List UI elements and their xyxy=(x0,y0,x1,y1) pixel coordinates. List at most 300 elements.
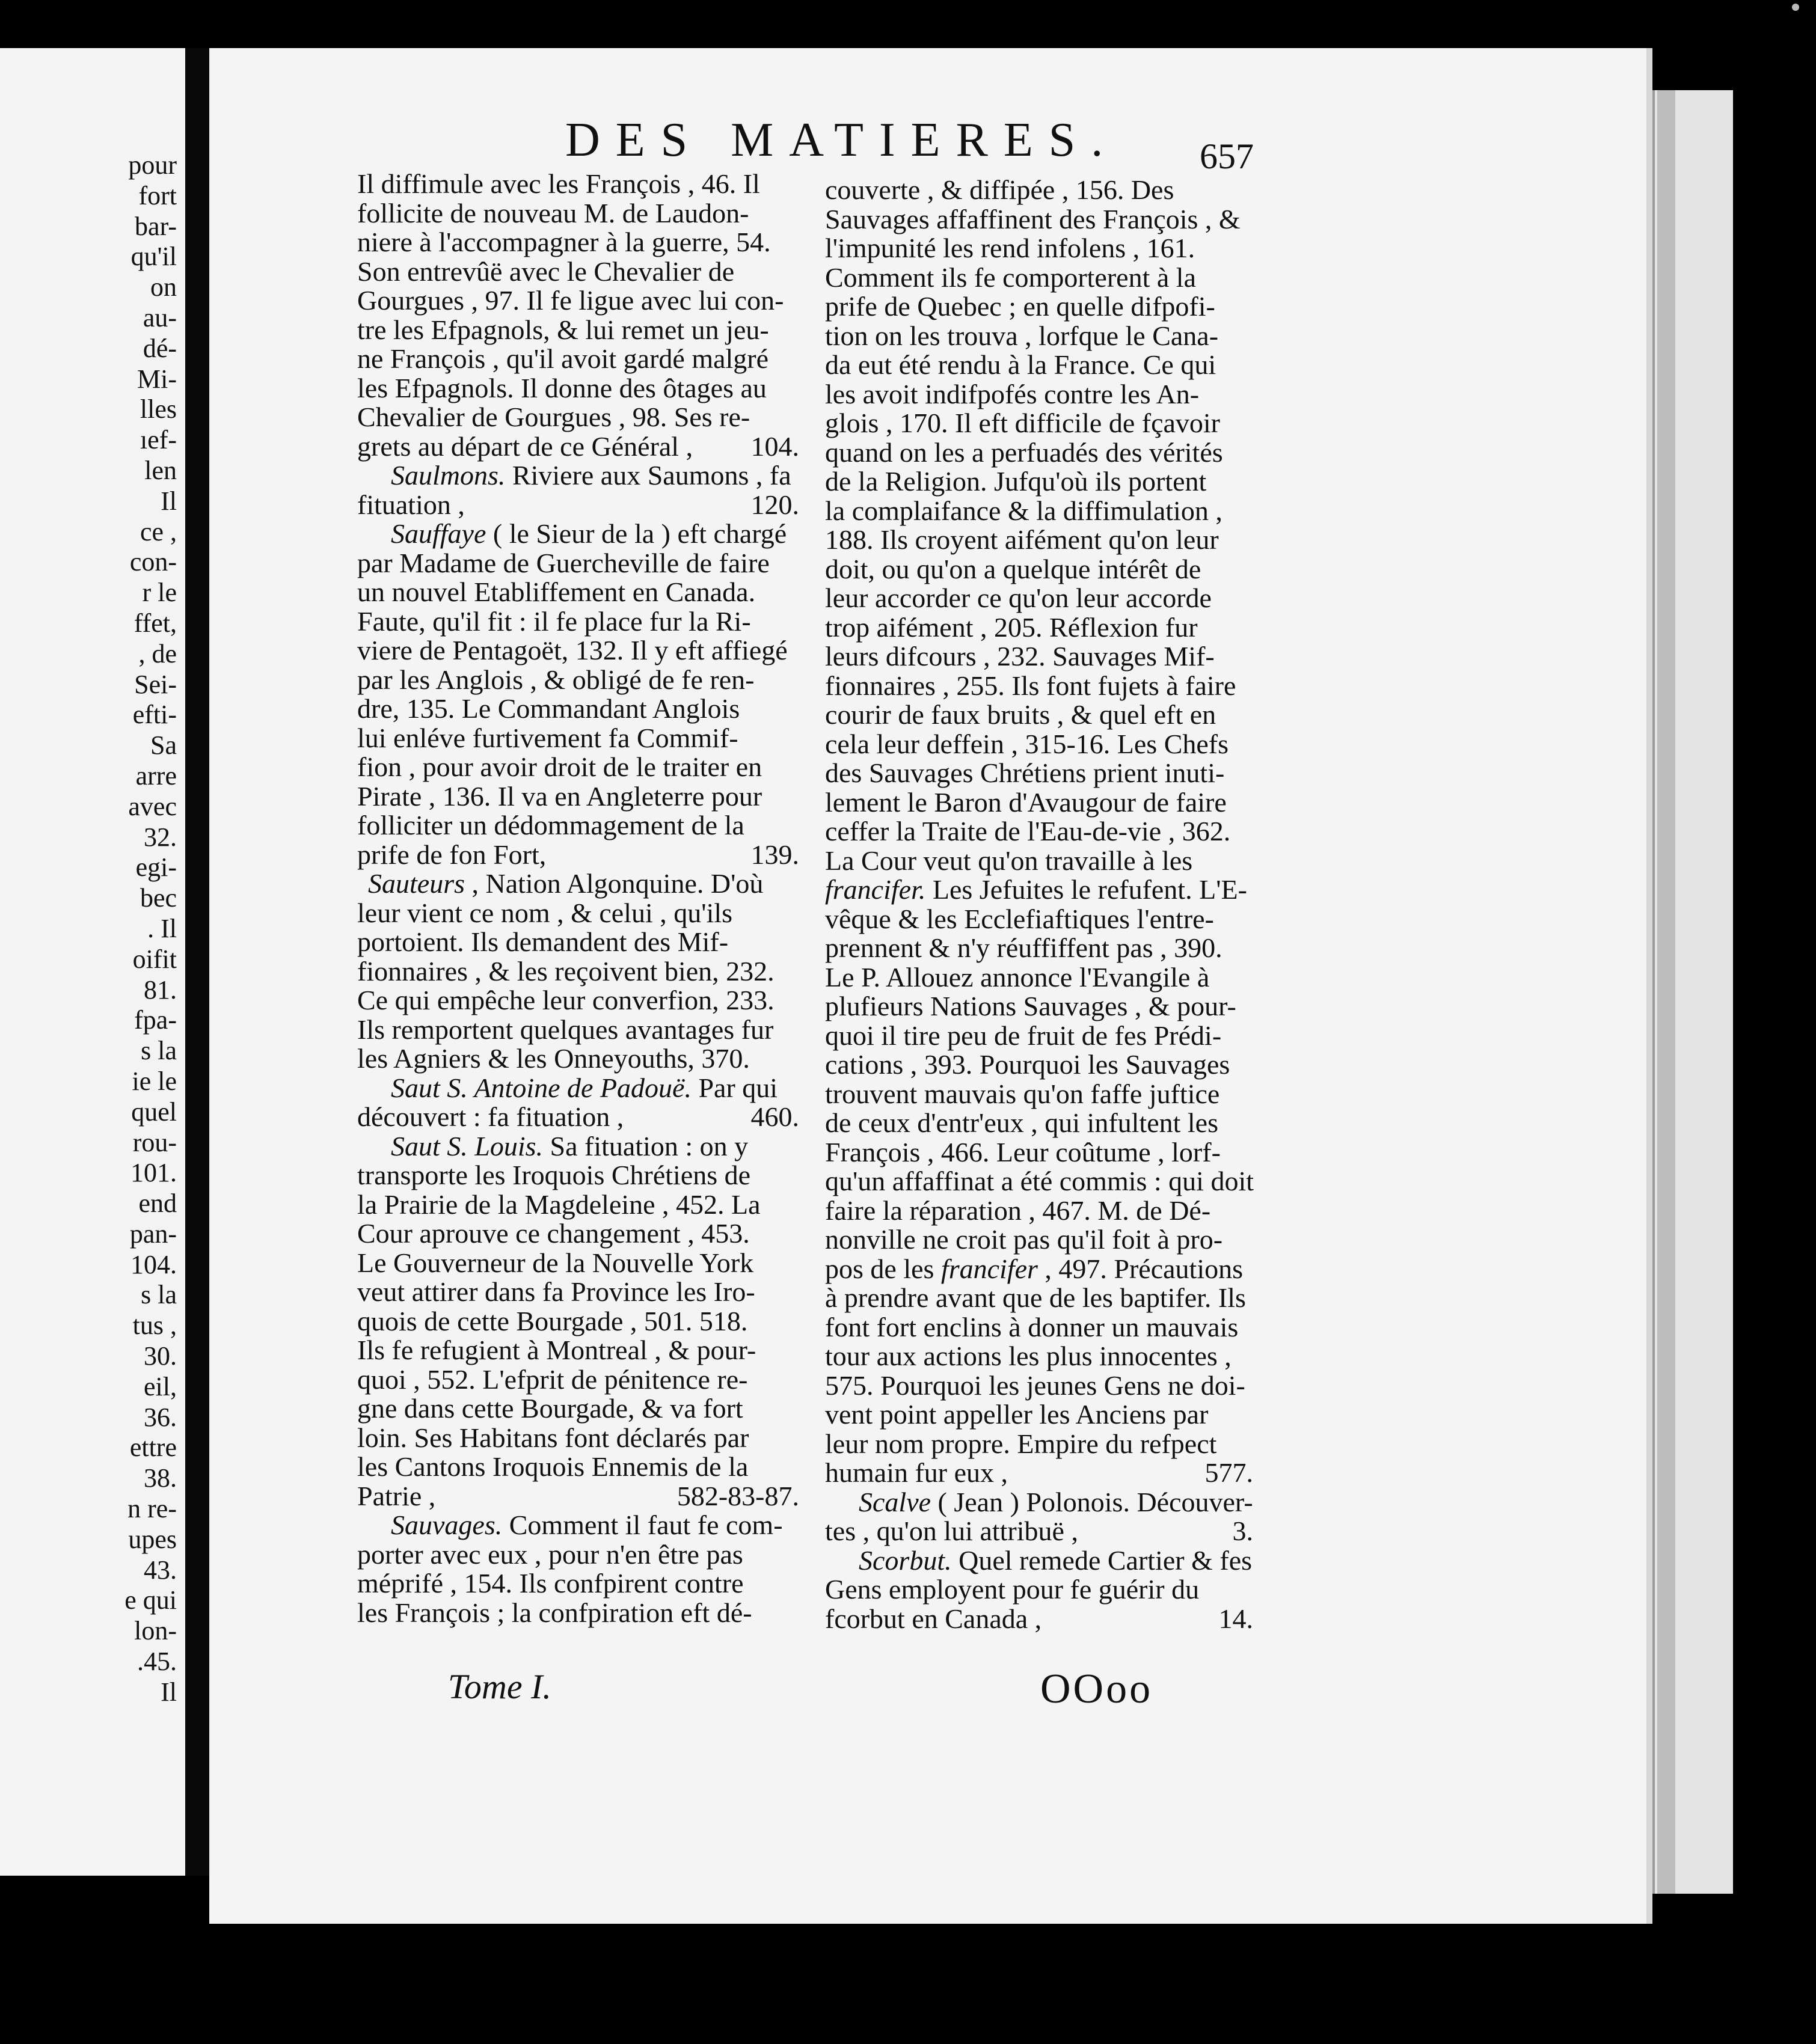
line-body: folliciter un dédommagement de la xyxy=(357,810,744,840)
left-page-line: 101. xyxy=(130,1158,177,1188)
line-text xyxy=(357,664,754,695)
index-entry-head-line xyxy=(357,519,799,549)
line-text xyxy=(357,548,770,578)
index-line xyxy=(357,928,799,957)
index-line xyxy=(825,584,1253,613)
line-body: courir de faux bruits , & quel eft en xyxy=(825,699,1216,730)
line-body: quois de cette Bourgade , 501. 518. xyxy=(357,1305,748,1336)
line-body: les avoit indifpofés contre les An- xyxy=(825,378,1200,409)
left-page-line: . Il xyxy=(147,913,177,943)
line-body: de la Religion. Jufqu'où ils portent xyxy=(825,466,1207,497)
left-page-line: Mi- xyxy=(137,364,177,394)
line-body: dre, 135. Le Commandant Anglois xyxy=(357,693,740,724)
index-line xyxy=(357,1249,799,1278)
line-text xyxy=(825,320,1218,351)
line-text xyxy=(357,1539,743,1570)
line-body: découvert : fa fituation , xyxy=(357,1101,624,1132)
index-line xyxy=(825,350,1253,380)
line-body: Le Gouverneur de la Nouvelle York xyxy=(357,1247,754,1278)
index-column-right xyxy=(825,176,1253,1633)
scan-speck xyxy=(1792,4,1799,11)
left-page-line: 36. xyxy=(144,1402,177,1432)
index-line xyxy=(825,730,1253,759)
left-page-line: upes xyxy=(128,1524,177,1554)
left-page-line: pour xyxy=(128,150,177,180)
line-body: trop aifément , 205. Réflexion fur xyxy=(825,611,1198,643)
index-line xyxy=(357,666,799,695)
left-page-line: au- xyxy=(143,302,177,332)
left-page-line: egi- xyxy=(135,852,177,883)
index-headword: Scorbut. xyxy=(859,1544,952,1576)
gutter xyxy=(185,48,209,1876)
line-body: des Sauvages Chrétiens prient inuti- xyxy=(825,757,1225,788)
left-page-line: ce , xyxy=(140,516,177,546)
line-text xyxy=(825,1605,1041,1634)
index-line xyxy=(825,409,1253,438)
line-text xyxy=(357,956,775,987)
left-page-line: lles xyxy=(140,394,177,424)
line-body: ne François , qu'il avoit gardé malgré xyxy=(357,343,769,374)
line-body: Gourgues , 97. Il fe ligue avec lui con- xyxy=(357,285,784,316)
line-text xyxy=(357,1393,743,1424)
line-text xyxy=(825,787,1227,818)
index-line xyxy=(825,875,1253,905)
line-body: cela leur deffein , 315-16. Les Chefs xyxy=(825,728,1229,759)
index-line xyxy=(357,957,799,987)
line-body: humain fur eux , xyxy=(825,1457,1008,1488)
index-line xyxy=(357,432,799,462)
line-body: Gens employent pour fe guérir du xyxy=(825,1574,1200,1605)
left-page-line: Sa xyxy=(150,730,177,760)
index-line xyxy=(357,1278,799,1307)
index-line xyxy=(357,1424,799,1453)
index-line xyxy=(825,1605,1253,1634)
line-text xyxy=(825,1020,1221,1051)
index-line xyxy=(825,322,1253,351)
line-text xyxy=(357,723,738,753)
line-text xyxy=(825,554,1201,584)
line-text xyxy=(825,524,1219,555)
line-body: Cour aprouve ce changement , 453. xyxy=(357,1218,750,1249)
left-page-line: qu'il xyxy=(130,242,177,272)
index-line xyxy=(825,759,1253,788)
line-body: Ils remportent quelques avantages fur xyxy=(357,1014,774,1045)
line-text xyxy=(825,962,1209,993)
index-line xyxy=(825,1430,1253,1459)
line-text xyxy=(391,1131,748,1161)
left-page-line: con- xyxy=(129,547,177,577)
line-text xyxy=(357,1364,747,1395)
line-text xyxy=(825,816,1230,846)
line-text xyxy=(357,1335,756,1365)
line-text xyxy=(357,198,749,228)
left-page-line: quel xyxy=(131,1097,177,1127)
line-text xyxy=(357,1160,750,1190)
line-body: tion on les trouva , lorfque le Cana- xyxy=(825,320,1219,351)
left-page-line: on xyxy=(150,272,177,302)
index-line xyxy=(825,525,1253,555)
line-body: doit, ou qu'on a quelque intérêt de xyxy=(825,553,1201,584)
index-entry-head-line xyxy=(357,1074,799,1103)
line-body: faire la réparation , 467. M. de Dé- xyxy=(825,1195,1211,1226)
volume-label: Tome I. xyxy=(448,1667,551,1706)
line-body: da eut été rendu à la France. Ce qui xyxy=(825,349,1216,380)
line-body: Quel remede Cartier & fes xyxy=(951,1544,1253,1576)
line-body: méprifé , 154. Ils confpirent contre xyxy=(357,1568,744,1599)
left-page-line: ie le xyxy=(132,1066,177,1096)
line-text xyxy=(825,1137,1221,1167)
line-body: lement le Baron d'Avaugour de faire xyxy=(825,786,1227,818)
line-text xyxy=(825,1370,1245,1401)
line-text xyxy=(357,1189,761,1220)
left-page-line: Sei- xyxy=(134,669,177,699)
line-body: prife de fon Fort, xyxy=(357,839,547,870)
line-body: fituation , xyxy=(357,489,465,520)
line-body: Par qui xyxy=(691,1072,778,1103)
line-text xyxy=(357,1451,748,1482)
left-page-fragment xyxy=(0,48,189,1876)
index-line xyxy=(825,176,1253,205)
index-headword: Saut S. Louis. xyxy=(391,1130,544,1161)
index-line xyxy=(357,811,799,840)
left-page-line: 38. xyxy=(144,1463,177,1493)
line-body: Sa fituation : on y xyxy=(543,1130,749,1161)
left-page-line: 81. xyxy=(144,975,177,1005)
line-body: vent point appeller les Anciens par xyxy=(825,1399,1209,1430)
index-line xyxy=(825,1371,1253,1401)
line-text xyxy=(357,751,762,782)
line-text xyxy=(357,840,546,870)
left-page-line: lon- xyxy=(134,1616,177,1646)
index-line xyxy=(357,549,799,578)
line-text xyxy=(357,256,734,287)
left-page-line: n re- xyxy=(127,1494,177,1524)
left-page-line: 43. xyxy=(144,1555,177,1585)
index-line xyxy=(825,1196,1253,1226)
line-body: Ce qui empêche leur converfion, 233. xyxy=(357,985,775,1015)
left-page-line: end xyxy=(138,1189,177,1219)
index-line xyxy=(357,899,799,928)
line-body: quand on les a perfuadés des vérités xyxy=(825,436,1223,468)
line-body: 188. Ils croyent aifément qu'on leur xyxy=(825,524,1219,555)
index-entry-head-line xyxy=(825,1546,1253,1576)
index-line xyxy=(357,1394,799,1424)
line-text xyxy=(357,432,693,462)
signature-mark: OOoo xyxy=(1040,1666,1153,1712)
line-body: fion , pour avoir droit de le traiter en xyxy=(357,751,762,782)
line-body: un nouvel Etabliffement en Canada. xyxy=(357,577,756,607)
line-text xyxy=(825,641,1215,672)
left-page-line: ıef- xyxy=(140,425,177,455)
line-text xyxy=(357,1276,755,1307)
index-line xyxy=(357,607,799,637)
line-text xyxy=(825,583,1212,613)
index-line xyxy=(825,1400,1253,1430)
line-text xyxy=(825,874,1247,905)
line-text xyxy=(859,1487,1253,1517)
line-body: plufieurs Nations Sauvages , & pour- xyxy=(825,991,1236,1021)
index-line xyxy=(357,724,799,753)
line-text xyxy=(391,460,791,491)
line-body: grets au départ de ce Général , xyxy=(357,430,693,462)
index-line xyxy=(825,992,1253,1021)
line-text xyxy=(357,606,751,637)
index-line xyxy=(825,1080,1253,1109)
line-text xyxy=(825,349,1216,380)
line-text xyxy=(357,1597,752,1628)
page-reference: 577. xyxy=(1204,1457,1253,1488)
line-text xyxy=(825,932,1222,963)
page-reference: 104. xyxy=(750,430,799,462)
line-body: viere de Pentagoët, 132. Il y eft affiegé xyxy=(357,635,788,666)
line-text xyxy=(859,1545,1252,1576)
index-line xyxy=(825,1575,1253,1605)
left-page-line: len xyxy=(144,455,177,485)
index-line xyxy=(825,497,1253,526)
line-body: par Madame de Guercheville de faire xyxy=(357,547,770,578)
page-reference: 120. xyxy=(750,489,799,520)
index-line xyxy=(357,374,799,403)
line-body: fcorbut en Canada , xyxy=(825,1603,1042,1634)
line-body: les François ; la confpiration eft dé- xyxy=(357,1597,752,1628)
index-line xyxy=(357,1336,799,1365)
line-body: portoient. Ils demandent des Mif- xyxy=(357,926,729,957)
left-page-line: s la xyxy=(141,1036,177,1066)
index-entry-head-line xyxy=(357,461,799,491)
line-text xyxy=(825,1517,1078,1546)
line-body: leur nom propre. Empire du refpect xyxy=(825,1428,1217,1459)
line-text xyxy=(825,1282,1246,1313)
line-body: les Efpagnols. Il donne des ôtages au xyxy=(357,372,767,403)
left-page-line: dé- xyxy=(143,333,177,363)
index-line xyxy=(357,840,799,870)
italic-word: francifer xyxy=(940,1253,1038,1284)
line-text xyxy=(357,1422,749,1453)
line-text xyxy=(825,262,1196,293)
line-body: loin. Ses Habitans font déclarés par xyxy=(357,1422,749,1453)
line-body: quoi , 552. L'efprit de pénitence re- xyxy=(357,1363,748,1395)
line-text xyxy=(825,233,1195,263)
line-text xyxy=(357,1103,624,1132)
line-text xyxy=(357,491,465,520)
index-line xyxy=(357,286,799,316)
line-text xyxy=(357,926,728,957)
index-headword: Sauteurs xyxy=(368,868,465,899)
page-edge-shadow xyxy=(1657,90,1675,1894)
line-body: Pirate , 136. Il va en Angleterre pour xyxy=(357,780,762,812)
left-page-line: Il xyxy=(161,1677,177,1707)
left-page-line: .45. xyxy=(137,1647,177,1677)
line-text xyxy=(825,1312,1238,1342)
line-body: veut attirer dans fa Province les Iro- xyxy=(357,1276,755,1307)
line-text xyxy=(825,204,1241,234)
line-body: , 497. Précautions xyxy=(1037,1253,1244,1284)
left-page-line: bar- xyxy=(135,211,177,241)
line-text xyxy=(357,1306,747,1336)
index-column-left xyxy=(357,170,799,1627)
index-line xyxy=(357,1219,799,1249)
index-line xyxy=(825,380,1253,409)
index-line xyxy=(357,1482,799,1511)
line-body: tes , qu'on lui attribuë , xyxy=(825,1516,1078,1546)
line-text xyxy=(357,898,732,928)
line-text xyxy=(357,1014,773,1045)
line-text xyxy=(357,285,784,316)
left-page-line: avec xyxy=(128,791,177,821)
page-reference: 139. xyxy=(750,839,799,870)
line-body: follicite de nouveau M. de Laudon- xyxy=(357,197,749,228)
left-page-line: efti- xyxy=(132,700,177,730)
index-headword: Sauffaye xyxy=(391,518,486,549)
line-text xyxy=(357,168,760,199)
line-body: leur vient ce nom , & celui , qu'ils xyxy=(357,897,733,928)
line-text xyxy=(825,1224,1222,1255)
line-text xyxy=(357,1482,435,1511)
line-body: font fort enclins à donner un mauvais xyxy=(825,1311,1239,1342)
line-body: de ceux d'entr'eux , qui infultent les xyxy=(825,1107,1218,1138)
index-line xyxy=(357,257,799,287)
index-line xyxy=(357,636,799,666)
line-text xyxy=(825,1458,1008,1488)
line-text xyxy=(825,904,1214,934)
line-text xyxy=(825,1428,1216,1459)
line-body: par les Anglois , & obligé de fe ren- xyxy=(357,664,755,695)
line-body: tour aux actions les plus innocentes , xyxy=(825,1341,1232,1371)
line-body: lui enléve furtivement fa Commif- xyxy=(357,722,738,753)
line-body: prife de Quebec ; en quelle difpofi- xyxy=(825,291,1215,322)
left-page-line: e qui xyxy=(124,1585,177,1615)
line-body: La Cour veut qu'on travaille à les xyxy=(825,845,1193,876)
line-body: Sauvages affaffinent des François , & xyxy=(825,203,1241,234)
line-body: vêque & les Ecclefiaftiques l'entre- xyxy=(825,903,1214,934)
index-line xyxy=(357,1365,799,1395)
line-text xyxy=(357,693,740,724)
left-page-line: pan- xyxy=(129,1219,177,1249)
index-line xyxy=(357,1161,799,1190)
left-page-line: 32. xyxy=(144,822,177,852)
index-line xyxy=(825,1284,1253,1313)
index-line xyxy=(825,817,1253,846)
line-body: Les Jefuites le refufent. L'E- xyxy=(925,874,1247,905)
line-body: l'impunité les rend infolens , 161. xyxy=(825,233,1195,263)
index-line xyxy=(825,700,1253,730)
line-body: Comment il faut fe com- xyxy=(502,1510,783,1540)
page-reference: 14. xyxy=(1218,1603,1253,1634)
index-line xyxy=(825,934,1253,963)
page-reference: 3. xyxy=(1232,1516,1253,1546)
line-body: à prendre avant que de les baptifer. Ils xyxy=(825,1282,1246,1313)
left-page-line: ffet, xyxy=(133,608,177,638)
left-page-line: arre xyxy=(135,760,177,791)
line-body: quoi il tire peu de fruit de fes Prédi- xyxy=(825,1020,1222,1051)
line-body: , Nation Algonquine. D'où xyxy=(465,868,764,899)
index-line xyxy=(825,1225,1253,1255)
line-body: trouvent mauvais qu'on faffe juftice xyxy=(825,1078,1220,1109)
index-line xyxy=(357,1103,799,1132)
line-body: Ils fe refugient à Montreal , & pour- xyxy=(357,1335,756,1365)
line-text xyxy=(825,1079,1219,1109)
line-body: la complaifance & la diffimulation , xyxy=(825,495,1222,526)
line-text xyxy=(825,670,1236,701)
line-body: ( Jean ) Polonois. Découver- xyxy=(931,1486,1253,1517)
page-number: 657 xyxy=(1200,136,1254,176)
line-text xyxy=(825,291,1215,322)
line-body: fionnaires , & les reçoivent bien, 232. xyxy=(357,955,775,987)
index-line xyxy=(357,782,799,812)
index-line xyxy=(825,846,1253,876)
left-page-line: tus , xyxy=(132,1311,177,1341)
index-line xyxy=(825,1050,1253,1080)
index-line xyxy=(357,170,799,199)
line-body: gne dans cette Bourgade, & va fort xyxy=(357,1393,743,1424)
line-body: les Cantons Iroquois Ennemis de la xyxy=(357,1451,749,1482)
line-body: ceffer la Traite de l'Eau-de-vie , 362. xyxy=(825,816,1231,846)
line-text xyxy=(391,1510,783,1540)
line-body: Patrie , xyxy=(357,1480,436,1511)
index-line xyxy=(825,1517,1253,1546)
index-line xyxy=(357,1044,799,1074)
line-text xyxy=(825,991,1236,1021)
line-body: fionnaires , 255. Ils font fujets à faire xyxy=(825,670,1236,701)
index-line xyxy=(825,234,1253,263)
left-page-line: oifit xyxy=(132,944,177,974)
line-body: François , 466. Leur coûtume , lorf- xyxy=(825,1136,1221,1167)
line-body: qu'un affaffinat a été commis : qui doit xyxy=(825,1166,1254,1196)
left-page-line: rou- xyxy=(132,1127,177,1157)
index-line xyxy=(825,1021,1253,1051)
line-text xyxy=(825,174,1174,205)
line-text xyxy=(825,1107,1218,1138)
line-text xyxy=(357,635,788,666)
index-entry-head-line xyxy=(357,869,799,899)
index-headword: Sauvages. xyxy=(391,1510,503,1540)
line-body: transporte les Iroquois Chrétiens de xyxy=(357,1160,751,1190)
index-headword: Saulmons. xyxy=(391,460,506,491)
line-text xyxy=(357,314,769,345)
index-line xyxy=(357,1599,799,1628)
index-line xyxy=(357,694,799,724)
index-line xyxy=(825,555,1253,584)
index-entry-head-line xyxy=(825,1488,1253,1517)
index-headword: Scalve xyxy=(859,1486,931,1517)
line-text xyxy=(357,402,750,432)
line-body: la Prairie de la Magdeleine , 452. La xyxy=(357,1189,761,1220)
line-body: leur accorder ce qu'on leur accorde xyxy=(825,583,1212,613)
index-line xyxy=(825,905,1253,934)
line-body: les Agniers & les Onneyouths, 370. xyxy=(357,1043,750,1074)
line-text xyxy=(825,757,1224,788)
left-page-line: s la xyxy=(141,1280,177,1310)
line-text xyxy=(825,466,1206,497)
page-reference: 460. xyxy=(750,1101,799,1132)
line-body: Riviere aux Saumons , fa xyxy=(505,460,791,491)
line-text xyxy=(825,612,1198,643)
line-text xyxy=(357,373,767,403)
index-line xyxy=(357,578,799,607)
index-line xyxy=(825,467,1253,497)
line-body: glois , 170. Il eft difficile de fçavoir xyxy=(825,408,1221,438)
index-line xyxy=(357,753,799,782)
line-body: Chevalier de Gourgues , 98. Ses re- xyxy=(357,402,750,432)
line-text xyxy=(825,1195,1210,1226)
line-body: Comment ils fe comporterent à la xyxy=(825,262,1196,293)
index-line xyxy=(357,403,799,432)
line-text xyxy=(825,495,1222,526)
line-text xyxy=(825,379,1199,409)
index-line xyxy=(825,1255,1253,1284)
index-line xyxy=(357,228,799,257)
index-line xyxy=(825,263,1253,293)
